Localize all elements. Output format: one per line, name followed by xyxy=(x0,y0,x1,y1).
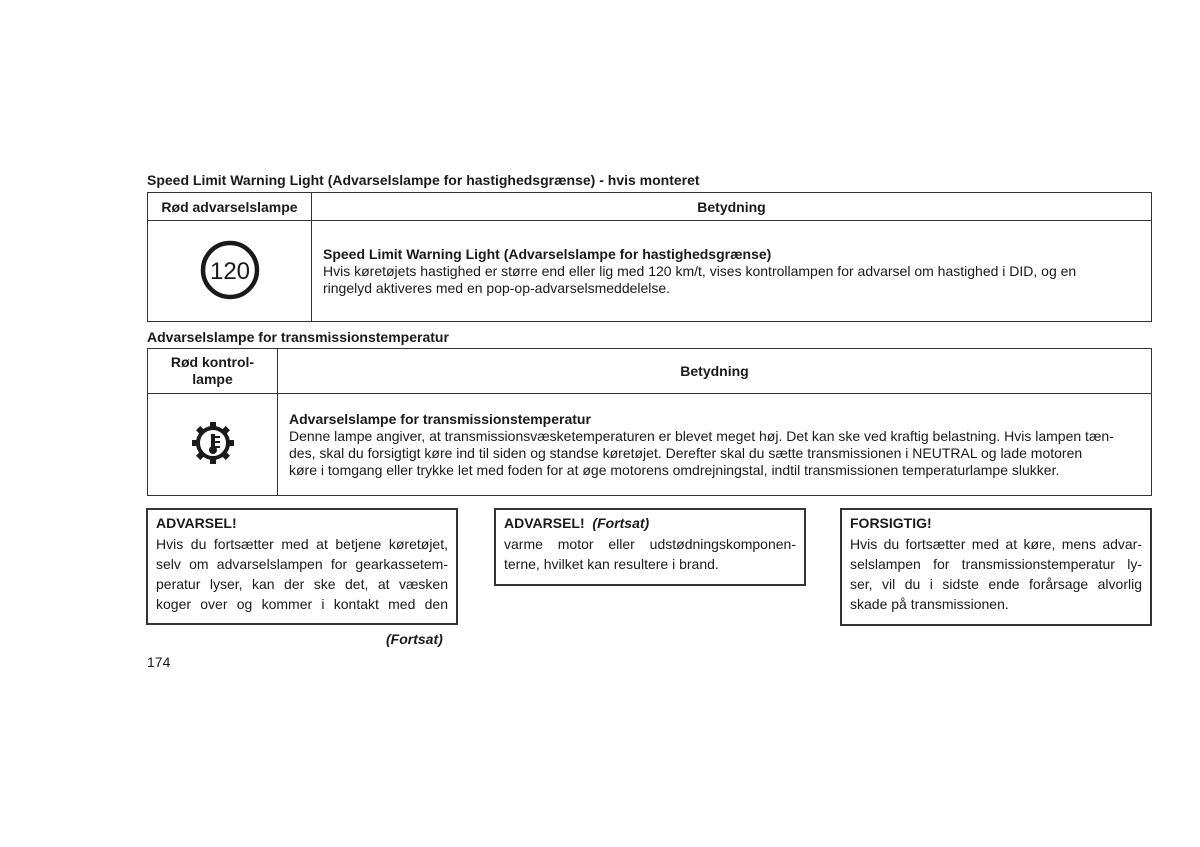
warning-line: selv om advarselslampen for gearkassetem- xyxy=(156,556,448,572)
caution-line: ser, vil du i sidste ende forårsage alvorlig xyxy=(850,576,1142,592)
warning-line: peratur lyser, kan der ske det, at væsken xyxy=(156,576,448,592)
page-number: 174 xyxy=(147,654,171,670)
continued-label: (Fortsat) xyxy=(386,631,443,647)
icon-cell xyxy=(148,221,312,322)
transmission-table xyxy=(147,348,1152,496)
icon-cell xyxy=(148,394,278,496)
row-title: Speed Limit Warning Light (Advarselslampe for hastighedsgrænse) xyxy=(323,245,772,262)
caution-line: selslampen for transmissionstemperatur ly- xyxy=(850,556,1142,572)
warning-box xyxy=(146,508,458,625)
warning-line: Hvis du fortsætter med at betjene køretøjet, xyxy=(156,536,448,552)
warning-line: koger over og kommer i kontakt med den xyxy=(156,596,448,612)
table-row xyxy=(148,221,1152,322)
table-row xyxy=(148,394,1152,496)
header-line: lampe xyxy=(192,371,233,387)
row-text-line: ringelyd aktiveres med en pop-op-advarselsmeddelelse. xyxy=(323,279,671,296)
warning-line: terne, hvilket kan resultere i brand. xyxy=(504,556,719,572)
speed-limit-icon xyxy=(199,239,261,301)
row-text-line: Hvis køretøjets hastighed er større end eller lig med 120 km/t, vises kontrollampen for advarsel om hastighed i DID, og en xyxy=(323,262,1077,279)
table-header-meaning: Betydning xyxy=(312,193,1152,221)
warning-title-suffix: (Fortsat) xyxy=(592,515,650,531)
table-header-meaning: Betydning xyxy=(278,349,1152,394)
header-line: Rød kontrol- xyxy=(170,354,255,370)
warning-continued-box xyxy=(494,508,806,586)
warning-title-text: ADVARSEL! xyxy=(504,515,585,531)
warning-title: ADVARSEL! xyxy=(156,515,237,531)
caution-line: skade på transmissionen. xyxy=(850,596,1009,612)
meaning-cell xyxy=(278,394,1152,496)
caution-line: Hvis du fortsætter med at køre, mens advar- xyxy=(850,536,1142,552)
caution-box xyxy=(840,508,1152,626)
warning-line: varme motor eller udstødningskomponen- xyxy=(504,536,796,552)
row-text-line: Denne lampe angiver, at transmissionsvæsketemperaturen er blevet meget høj. Det kan ske ved kraftig belastning. Hvis lampen tæn- xyxy=(289,427,1114,444)
section-heading-speed-limit: Speed Limit Warning Light (Advarselslampe for hastighedsgrænse) - hvis monteret xyxy=(147,172,700,188)
caution-title: FORSIGTIG! xyxy=(850,515,932,531)
section-heading-transmission: Advarselslampe for transmissionstemperatur xyxy=(147,329,449,345)
speed-limit-value: 120 xyxy=(209,257,250,285)
transmission-temperature-icon xyxy=(188,418,238,468)
meaning-cell xyxy=(312,221,1152,322)
row-text-line: køre i tomgang eller trykke let med foden for at øge motorens omdrejningstal, indtil transmissionen temperaturlampe slukker. xyxy=(289,461,1060,478)
table-header-lamp xyxy=(148,349,278,394)
speed-limit-table xyxy=(147,192,1152,322)
row-title: Advarselslampe for transmissionstemperatur xyxy=(289,410,591,427)
row-text-line: des, skal du forsigtigt køre ind til siden og standse køretøjet. Derefter skal du sætte transmissionen i NEUTRAL og lade motoren xyxy=(289,444,1083,461)
table-header-lamp: Rød advarselslampe xyxy=(148,193,312,221)
warning-title xyxy=(504,513,796,533)
